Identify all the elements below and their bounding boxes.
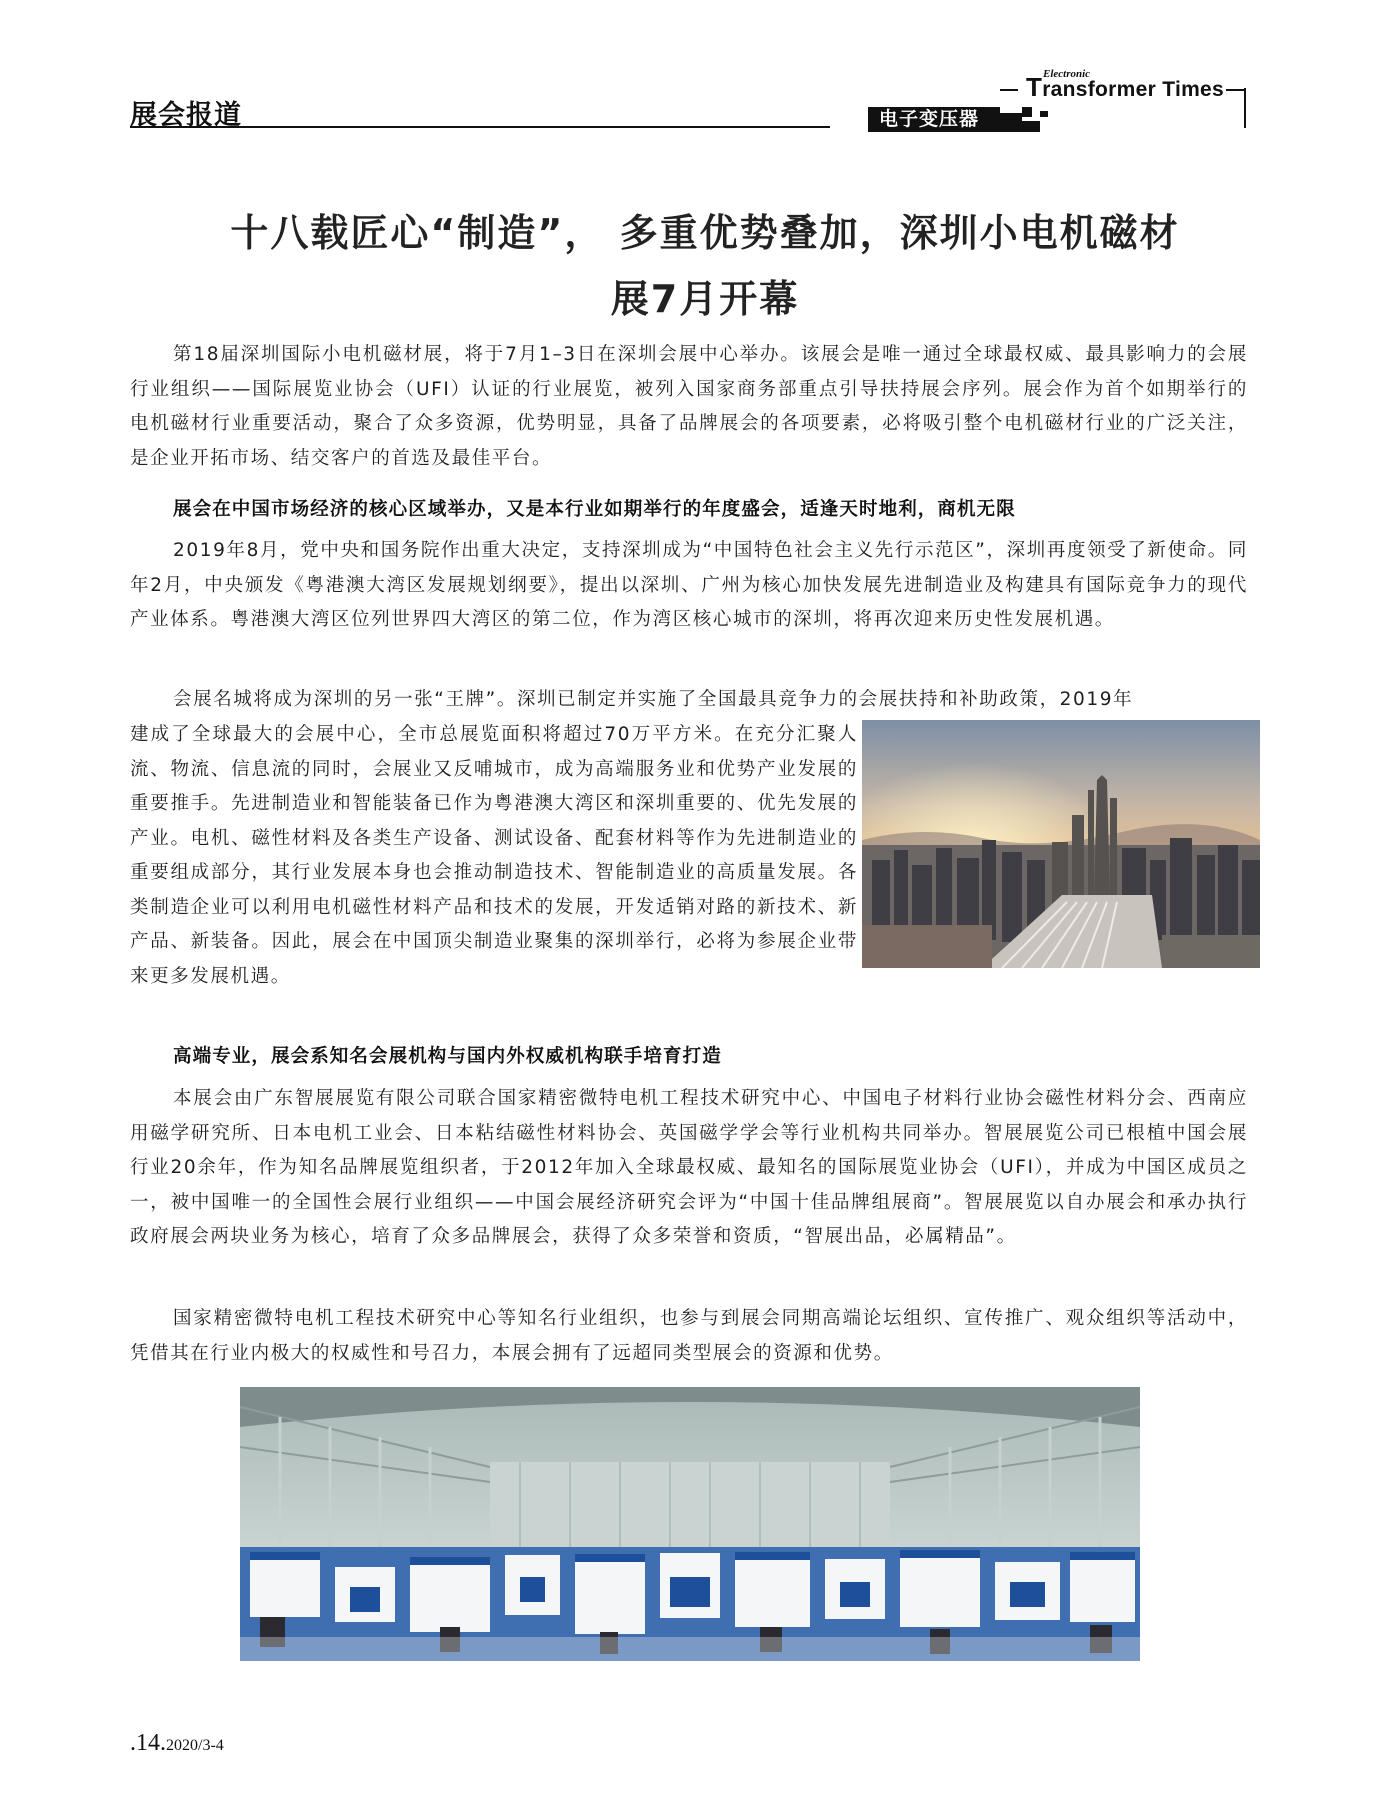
exhibition-hall-photo	[240, 1387, 1140, 1661]
brand-english-rest: ransformer Times	[1042, 78, 1225, 101]
paragraph-convention-city-line1: 会展名城将成为深圳的另一张“王牌”。深圳已制定并实施了全国最具竞争力的会展扶持和补助政策，2019年	[173, 689, 1134, 710]
page-number: .14.	[130, 1730, 166, 1756]
brand-rule-right	[1226, 89, 1246, 91]
subheading-organizers: 高端专业，展会系知名会展机构与国内外权威机构联手培育打造	[173, 1046, 722, 1067]
brand-step-decoration	[990, 107, 1060, 132]
header-rule	[130, 126, 830, 128]
title-line-2: 展7月开幕	[610, 277, 800, 321]
section-label: 展会报道	[130, 100, 242, 131]
brand-letter-t: T	[1026, 72, 1043, 102]
issue-label: 2020/3-4	[166, 1737, 224, 1754]
paragraph-intro: 第18届深圳国际小电机磁材展，将于7月1–3日在深圳会展中心举办。该展会是唯一通过全球最权威、最具影响力的会展行业组织——国际展览业协会（UFI）认证的行业展览，被列入国家商务部重点引导扶持展会序列。展会作为首个如期举行的电机磁材行业重要活动，聚合了众多资源，优势明显，具备了品牌展会的各项要素，必将吸引整个电机磁材行业的广泛关注，是企业开拓市场、结交客户的首选及最佳平台。	[130, 344, 1248, 469]
paragraph-organizers: 本展会由广东智展展览有限公司联合国家精密微特电机工程技术研究中心、中国电子材料行业协会磁性材料分会、西南应用磁学研究所、日本电机工业会、日本粘结磁性材料协会、英国磁学学会等行业机构共同举办。智展展览公司已根植中国会展行业20余年，作为知名品牌展览组织者，于2012年加入全球最权威、最知名的国际展览业协会（UFI），并成为中国区成员之一，被中国唯一的全国性会展行业组织——中国会展经济研究会评为“中国十佳品牌组展商”。智展展览以自办展会和承办执行政府展会两块业务为核心，培育了众多品牌展会，获得了众多荣誉和资质，“智展出品，必属精品”。	[130, 1088, 1248, 1247]
brand-chinese-logo: 电子变压器	[868, 107, 990, 132]
subheading-market: 展会在中国市场经济的核心区域举办，又是本行业如期举行的年度盛会，适逢天时地利，商机无限	[173, 499, 1016, 520]
brand-electronic-text: Electronic	[1043, 68, 1091, 80]
brand-english-title	[1026, 72, 1224, 103]
title-line-1: 十八载匠心“制造”， 多重优势叠加，深圳小电机磁材	[230, 211, 1180, 255]
brand-vertical-rule	[1244, 88, 1246, 128]
shenzhen-skyline-photo	[862, 720, 1260, 968]
paragraph-convention-city: 建成了全球最大的会展中心，全市总展览面积将超过70万平方米。在充分汇聚人流、物流、信息流的同时，会展业又反哺城市，成为高端服务业和优势产业发展的重要推手。先进制造业和智能装备已作为粤港澳大湾区和深圳重要的、优先发展的产业。电机、磁性材料及各类生产设备、测试设备、配套材料等作为先进制造业的重要组成部分，其行业发展本身也会推动制造技术、智能制造业的高质量发展。各类制造企业可以利用电机磁性材料产品和技术的发展，开发适销对路的新技术、新产品、新装备。因此，展会在中国顶尖制造业聚集的深圳举行，必将为参展企业带来更多发展机遇。	[130, 724, 858, 987]
article-title	[150, 200, 1260, 332]
paragraph-industry-support: 国家精密微特电机工程技术研究中心等知名行业组织，也参与到展会同期高端论坛组织、宣传推广、观众组织等活动中，凭借其在行业内极大的权威性和号召力，本展会拥有了远超同类型展会的资源和优势。	[130, 1308, 1248, 1364]
brand-rule-left	[1000, 89, 1018, 91]
paragraph-policy: 2019年8月，党中央和国务院作出重大决定，支持深圳成为“中国特色社会主义先行示范区”，深圳再度领受了新使命。同年2月，中央颁发《粤港澳大湾区发展规划纲要》，提出以深圳、广州为核心加快发展先进制造业及构建具有国际竞争力的现代产业体系。粤港澳大湾区位列世界四大湾区的第二位，作为湾区核心城市的深圳，将再次迎来历史性发展机遇。	[130, 540, 1248, 630]
page-footer	[130, 1730, 224, 1757]
